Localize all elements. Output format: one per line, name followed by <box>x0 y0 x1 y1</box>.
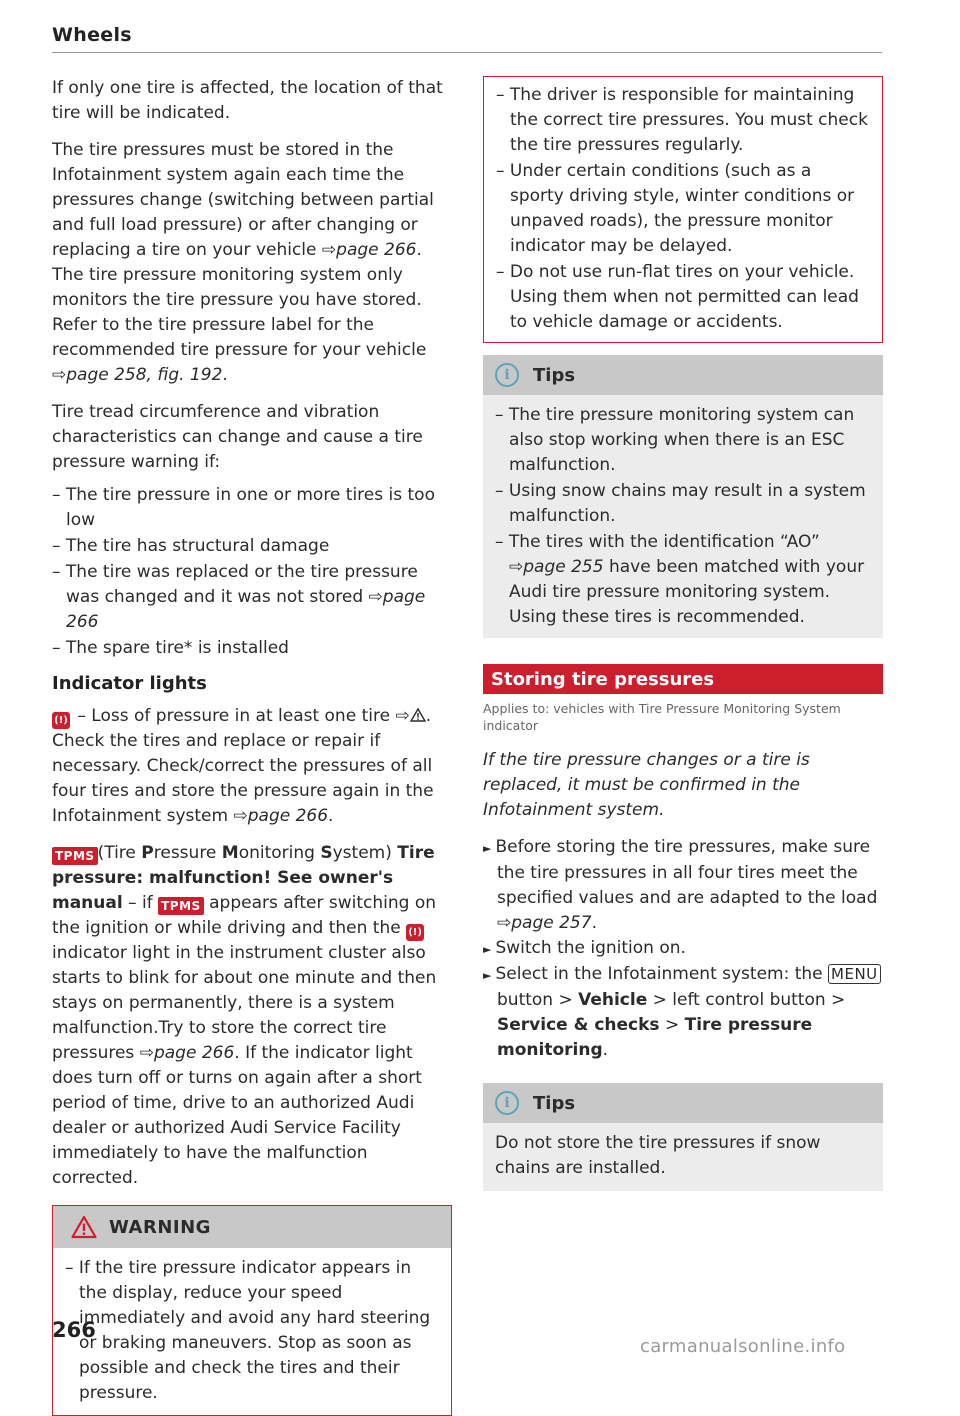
text: M <box>221 843 239 863</box>
applies-to-note: Applies to: vehicles with Tire Pressure Monitoring System indicator <box>483 701 841 733</box>
arrow-right-icon: ⇨ <box>368 587 383 607</box>
text: – Loss of pressure in at least one tire <box>72 706 396 726</box>
tpms-icon: TPMS <box>52 847 98 865</box>
warning-continuation-list <box>496 83 870 335</box>
list-item: – Using snow chains may result in a system malfunction. <box>495 481 866 526</box>
page-ref-link[interactable] <box>322 240 417 260</box>
text: > left control button > <box>647 990 846 1010</box>
list-item: – The tire pressure monitoring system can also stop working when there is an ESC malfunction. <box>495 405 855 475</box>
paragraph-affected-tire: If only one tire is affected, the location of that tire will be indicated. <box>52 78 443 123</box>
menu-path-service: Service & checks <box>497 1015 660 1035</box>
step-bullet-icon: ► <box>483 842 492 855</box>
indicator-lights-heading: Indicator lights <box>52 673 207 694</box>
page-header-title: Wheels <box>52 24 132 46</box>
arrow-right-icon: ⇨ <box>321 240 337 260</box>
tips-list <box>495 403 871 630</box>
step-item <box>483 835 883 936</box>
info-icon: i <box>495 363 519 387</box>
page-ref-text: page 255 <box>523 557 604 577</box>
text: ystem) <box>332 843 398 863</box>
info-icon: i <box>495 1091 519 1115</box>
warning-body <box>53 1248 451 1415</box>
text: have been matched with your Audi tire pressure monitoring system. Using these tires is recommended. <box>509 557 865 627</box>
list-item: – If the tire pressure indicator appears in the display, reduce your speed immediately and avoid any hard steering or braking maneuvers. Stop as soon as possible and check the tires and their pressure. <box>65 1258 431 1403</box>
step-bullet-icon: ► <box>483 943 492 956</box>
text: . <box>591 913 597 933</box>
step-item <box>483 962 883 1063</box>
text: > <box>659 1015 685 1035</box>
tips-body <box>483 1123 883 1191</box>
paragraph-pressure-loss-indicator <box>52 704 452 829</box>
text: . <box>328 806 334 826</box>
malfunction-message: Tire pressure: malfunction! See owner's manual <box>52 843 435 913</box>
footer-watermark: carmanualsonline.info <box>640 1336 846 1357</box>
paragraph-tpms-malfunction <box>52 841 452 1191</box>
tips-box-2 <box>483 1083 883 1191</box>
text: – The tire was replaced or the tire pressure was changed and it was not stored <box>52 562 418 607</box>
page-ref-text: page 266 <box>153 1043 235 1063</box>
arrow-right-icon: ⇨ <box>139 1043 154 1063</box>
arrow-right-icon: ⇨ <box>52 365 67 385</box>
right-column <box>483 76 883 1191</box>
list-item: – The driver is responsible for maintaining the correct tire pressures. You must check the tire pressures regularly. <box>496 85 868 155</box>
text: S <box>320 843 333 863</box>
page-ref-link[interactable] <box>497 913 592 933</box>
text: . The tire pressure monitoring system only monitors the tire pressure you have stored. Refer to the tire pressure label for the recommended tire pressure for your vehicle <box>52 240 427 360</box>
text: (Tire <box>97 843 142 863</box>
text: onitoring <box>238 843 321 863</box>
page-ref-link[interactable] <box>140 1043 235 1063</box>
text: – The tires with the identification “AO” <box>495 532 820 552</box>
header-divider <box>52 52 882 53</box>
list-item: – Do not use run-flat tires on your vehicle. Using them when not permitted can lead to vehicle damage or accidents. <box>496 262 859 332</box>
warning-list <box>65 1256 439 1406</box>
tips-box <box>483 355 883 638</box>
tips-body <box>483 395 883 638</box>
text: . Check the tires and replace or repair if necessary. Check/correct the pressures of all four tires and store the pressure again in the Infotainment system <box>52 706 434 826</box>
text: Before storing the tire pressures, make sure the tire pressures in all four tires meet the specified values and are adapted to the load <box>495 837 878 908</box>
tips-header <box>483 1083 883 1123</box>
warning-title: WARNING <box>109 1216 211 1238</box>
page-ref-text: page 266 <box>247 806 329 826</box>
list-item: – Under certain conditions (such as a sporty driving style, winter conditions or unpaved roads), the pressure monitor indicator may be delayed. <box>496 161 855 256</box>
arrow-right-icon: ⇨ <box>497 913 512 933</box>
page-ref-text: page 266 <box>66 587 426 632</box>
page-ref-text: page 257 <box>511 913 592 933</box>
tire-pressure-warning-icon: (!) <box>52 712 70 729</box>
page-ref-text: page 258, fig. 192 <box>66 365 223 385</box>
text: . <box>602 1040 609 1060</box>
page-number: 266 <box>52 1318 96 1342</box>
menu-key: MENU <box>828 964 881 984</box>
text: – if <box>122 893 159 913</box>
tips-title: Tips <box>533 1092 576 1114</box>
warning-conditions-list <box>52 483 452 661</box>
page-ref-link[interactable] <box>52 365 222 385</box>
text: appears after switching on the ignition or while driving and then the <box>52 893 436 938</box>
step-bullet-icon: ► <box>483 969 492 982</box>
list-item: – The spare tire* is installed <box>52 638 289 658</box>
tips-title: Tips <box>533 364 576 386</box>
text: Select in the Infotainment system: the <box>495 964 829 984</box>
text: P <box>141 843 154 863</box>
paragraph-tread-circumference: Tire tread circumference and vibration characteristics can change and cause a tire pressure warning if: <box>52 402 423 472</box>
arrow-right-icon: ⇨ <box>233 806 248 826</box>
tire-pressure-warning-icon: (!) <box>406 924 424 941</box>
text: . If the indicator light does turn off or turns on again after a short period of time, drive to an authorized Audi dealer or authorized Audi Service Facility immediately to have the malfunction corrected. <box>52 1043 422 1188</box>
text: button > <box>497 990 579 1010</box>
left-column <box>52 76 452 1416</box>
list-item: – The tire has structural damage <box>52 536 330 556</box>
text: The tire pressures must be stored in the Infotainment system again each time the pressures change (switching between partial and full load pressure) or after changing or replacing a tire on your vehicle <box>52 140 434 260</box>
warning-triangle-icon: ⇨ <box>395 706 425 726</box>
text: . <box>222 365 228 385</box>
list-item <box>495 530 871 630</box>
text: ressure <box>153 843 222 863</box>
section-intro: If the tire pressure changes or a tire is replaced, it must be confirmed in the Infotainment system. <box>483 750 810 820</box>
page-ref-text: page 266 <box>336 240 417 260</box>
list-item <box>52 560 452 635</box>
tips-header <box>483 355 883 395</box>
tips-text: Do not store the tire pressures if snow chains are installed. <box>495 1133 821 1178</box>
warning-triangle-icon <box>71 1215 97 1239</box>
menu-path-tpm: Tire pressure monitoring <box>497 1015 813 1060</box>
section-heading-storing: Storing tire pressures <box>483 664 883 694</box>
warning-box <box>52 1205 452 1416</box>
page-ref-link[interactable] <box>509 557 604 577</box>
page-ref-link[interactable] <box>233 806 328 826</box>
warning-continuation-box <box>483 76 883 343</box>
step-item <box>483 936 883 962</box>
menu-path-vehicle: Vehicle <box>578 990 648 1010</box>
text: Switch the ignition on. <box>495 938 686 958</box>
text: indicator light in the instrument cluster also starts to blink for about one minute and then stays on permanently, there is a system malfunction.Try to store the correct tire pressures <box>52 943 437 1063</box>
steps-list <box>483 835 883 1063</box>
paragraph-store-pressures <box>52 138 452 388</box>
warning-header <box>53 1206 451 1248</box>
list-item: – The tire pressure in one or more tires is too low <box>52 485 435 530</box>
arrow-right-icon: ⇨ <box>509 557 524 577</box>
tpms-icon: TPMS <box>158 897 204 915</box>
